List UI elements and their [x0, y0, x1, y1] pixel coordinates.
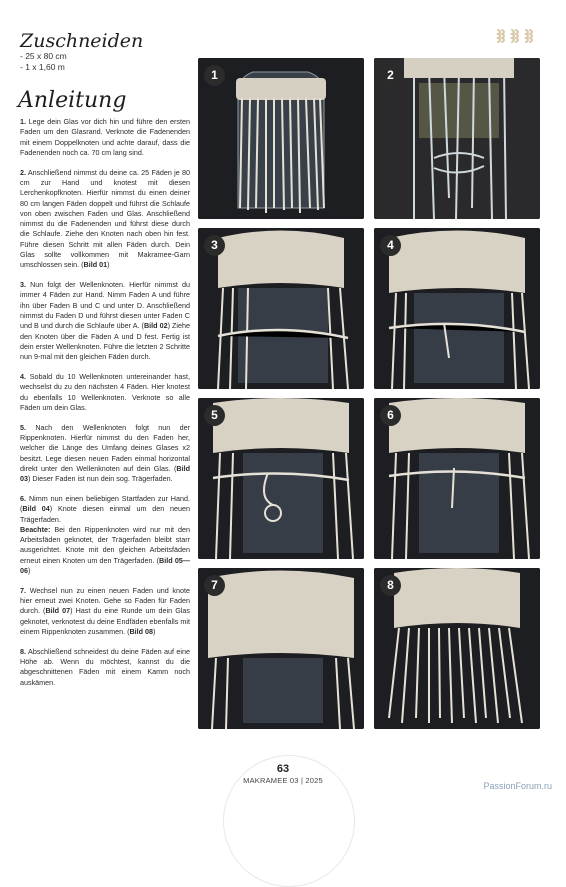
photo-step-7: [198, 568, 364, 729]
material-line-2: - 1 x 1,60 m: [20, 62, 65, 72]
photo-number-badge: 5: [204, 405, 225, 426]
photo-step-2: [374, 58, 540, 219]
photo-step-8: [374, 568, 540, 729]
step-4: 4. Sobald du 10 Wellenknoten untereinander hast, wechselst du zu den nächsten 4 Fäden. Hier knotest du ebenfalls 10 Wellenknoten. Verknote so alle Fäden um dein Glas.: [20, 372, 190, 412]
photo-number-badge: 1: [204, 65, 225, 86]
photo-step-5: [198, 398, 364, 559]
photo-number-badge: 3: [204, 235, 225, 256]
instruction-steps: [20, 117, 190, 698]
watermark: PassionForum.ru: [483, 781, 552, 791]
photo-grid: [198, 58, 540, 730]
photo-number-badge: 6: [380, 405, 401, 426]
photo-step-3: [198, 228, 364, 389]
photo-number-badge: 2: [380, 65, 401, 86]
photo-step-1: [198, 58, 364, 219]
step-1: 1. Lege dein Glas vor dich hin und führe den ersten Faden um den Glasrand. Verknote die Fadenenden mit einem Doppelknoten und achte darauf, dass die Fadenenden noch ca. 70 cm lang sind.: [20, 117, 190, 157]
step-8: 8. Abschließend schneidest du deine Fäden auf eine Höhe ab. Wenn du möchtest, kannst du die abgeschnittenen Fäden mit einem Kamm noch auskämen.: [20, 646, 190, 687]
instructions-heading: Anleitung: [18, 88, 127, 113]
step-2: 2. Anschließend nimmst du deine ca. 25 Fäden je 80 cm zur Hand und knotest mit diesen Lerchenkopfknoten. Hierfür nimmst du einen deiner 80 cm langen Fäden doppelt und führst die Schlaufe von oben zwischen Faden und Glas. Anschließend nimmst du die Fadenenden und führst diese durch die Schlaufe. Ziehe den Knoten nach oben hin fest. Führe diesen Schritt mit allen Fäden durch. Dein Glas sollte vollkommen mit Makramee-Garn umschlossen sein. (Bild 01): [20, 167, 190, 270]
step-7: 7. Wechsel nun zu einen neuen Faden und knote hier erneut zwei Knoten. Gehe so Faden für Faden durch. (Bild 07) Hast du eine Runde um dein Glas geknotet, verknotest du deine Endfäden ebenfalls mit einem Rippenknoten zusammen. (Bild 08): [20, 585, 190, 637]
photo-number-badge: 4: [380, 235, 401, 256]
photo-step-4: [374, 228, 540, 389]
photo-step-6: [374, 398, 540, 559]
page-number: 63: [276, 763, 290, 775]
material-line-1: - 25 x 80 cm: [20, 51, 67, 61]
photo-number-badge: 8: [380, 575, 401, 596]
step-6: 6. Nimm nun einen beliebigen Startfaden zur Hand. (Bild 04) Knote diesen einmal um den neuen Trägerfaden. Beachte: Bei den Rippenknoten wird nur mit den Arbeitsfäden geknotet, der Trägerfaden bleibt starr ausgerichtet. Knote mit den gleichen Arbeitsfäden erneut einen Knoten um den Trägerfaden. (Bild 05—06): [20, 494, 190, 576]
cord-bundle-icon: [494, 26, 542, 46]
section-title: Zuschneiden: [20, 30, 144, 52]
step-5: 5. Nach den Wellenknoten folgt nun der Rippenknoten. Hierfür nimmst du den Faden her, welcher die Länge des Umfang deines Glases x2 besitzt. Lege diesen neuen Faden einmal horizontal direkt unter den Wellenknoten auf dein Glas. (Bild 03) Dieser Faden ist nun dein sog. Trägerfaden.: [20, 422, 190, 484]
magazine-issue: MAKRAMEE 03 | 2025: [243, 776, 323, 785]
photo-number-badge: 7: [204, 575, 225, 596]
step-3: 3. Nun folgt der Wellenknoten. Hierfür nimmst du immer 4 Fäden zur Hand. Nimm Faden A und führe ihn über Faden B und C und unter D. Anschließend nimmst du Faden D und führst diesen unter Faden C und B und durch die Schlaufe über A. (Bild 02) Ziehe den Knoten über die Fäden A und D fest. Fertig ist dein erster Wellenknoten. Führe die letzten 2 Schritte nun 9-mal mit den gleichen Fäden durch.: [20, 280, 191, 362]
